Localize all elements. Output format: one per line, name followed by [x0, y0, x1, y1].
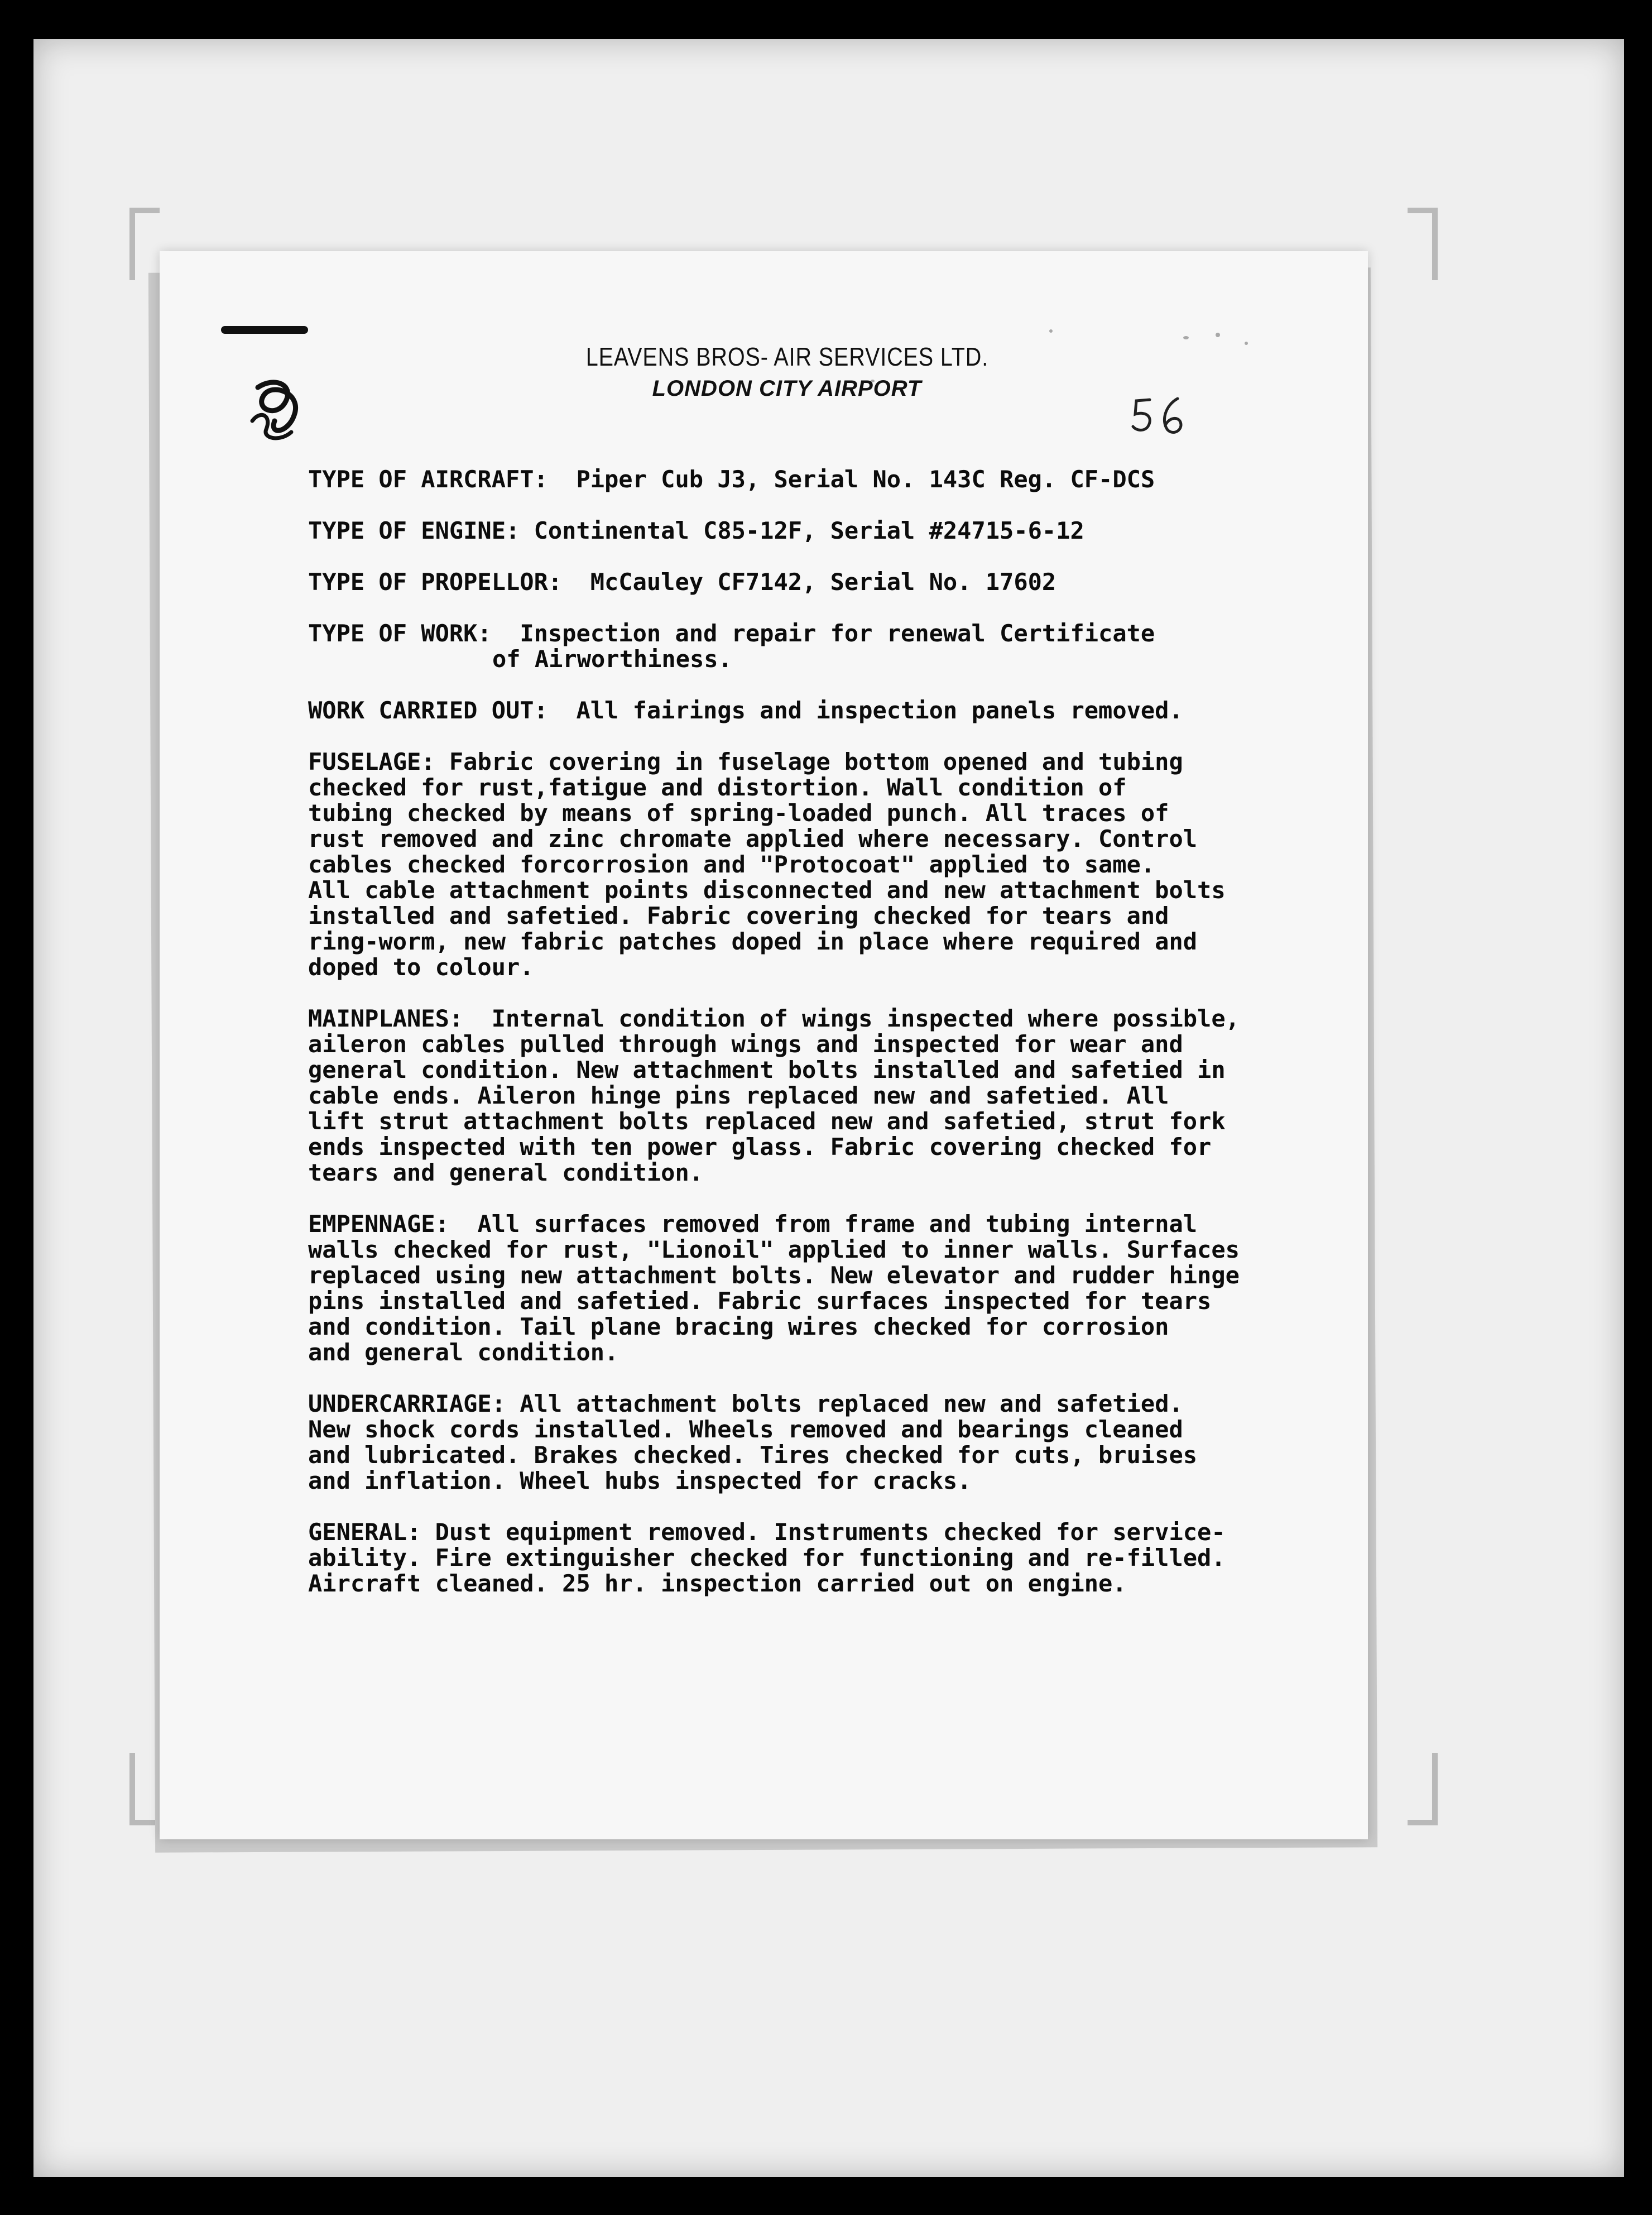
- section-line: cable ends. Aileron hinge pins replaced new and safetied. All: [308, 1082, 1169, 1109]
- company-location: LONDON CITY AIRPORT: [652, 376, 922, 401]
- field-value: Inspection and repair for renewal Certificate: [520, 620, 1155, 647]
- section-line: and inflation. Wheel hubs inspected for cracks.: [308, 1467, 972, 1494]
- field-label: TYPE OF ENGINE:: [308, 517, 520, 544]
- section-line: Internal condition of wings inspected where possible,: [491, 1005, 1240, 1032]
- section-general: [308, 1519, 1346, 1596]
- speck: [1216, 333, 1220, 337]
- crop-mark-top-right: [1408, 208, 1438, 280]
- section-line: lift strut attachment bolts replaced new and safetied, strut fork: [308, 1108, 1226, 1135]
- section-line: installed and safetied. Fabric covering checked for tears and: [308, 902, 1169, 929]
- section-line: general condition. New attachment bolts installed and safetied in: [308, 1056, 1226, 1083]
- section-line: doped to colour.: [308, 953, 534, 981]
- section-label: UNDERCARRIAGE:: [308, 1390, 506, 1417]
- field-label: WORK CARRIED OUT:: [308, 697, 548, 724]
- work-carried-out-field: [308, 698, 1346, 723]
- section-line: and general condition.: [308, 1339, 619, 1366]
- section-line: aileron cables pulled through wings and inspected for wear and: [308, 1030, 1183, 1058]
- ink-dash-mark: [221, 326, 308, 334]
- section-label: GENERAL:: [308, 1518, 421, 1546]
- field-label: TYPE OF AIRCRAFT:: [308, 466, 548, 493]
- section-line: Dust equipment removed. Instruments checked for service-: [435, 1518, 1226, 1546]
- section-undercarriage: [308, 1391, 1346, 1494]
- section-line: All surfaces removed from frame and tubing internal: [477, 1210, 1198, 1238]
- field-value: Continental C85-12F, Serial #24715-6-12: [534, 517, 1084, 544]
- field-value: Piper Cub J3, Serial No. 143C Reg. CF-DCS: [576, 466, 1155, 493]
- section-line: rust removed and zinc chromate applied where necessary. Control: [308, 825, 1198, 852]
- section-line: ring-worm, new fabric patches doped in place where required and: [308, 928, 1198, 955]
- section-line: ability. Fire extinguisher checked for functioning and re-filled.: [308, 1544, 1226, 1571]
- letterhead: [0, 342, 1652, 401]
- speck: [1183, 336, 1189, 339]
- section-line: All cable attachment points disconnected and new attachment bolts: [308, 876, 1226, 904]
- section-line: tubing checked by means of spring-loaded punch. All traces of: [308, 799, 1169, 827]
- section-line: and lubricated. Brakes checked. Tires checked for cuts, bruises: [308, 1441, 1198, 1469]
- section-line: cables checked forcorrosion and "Protocoat" applied to same.: [308, 851, 1155, 878]
- field-value-continuation: of Airworthiness.: [492, 645, 732, 673]
- section-line: New shock cords installed. Wheels removed and bearings cleaned: [308, 1416, 1183, 1443]
- field-value: McCauley CF7142, Serial No. 17602: [590, 568, 1056, 596]
- section-line: All attachment bolts replaced new and safetied.: [520, 1390, 1183, 1417]
- propellor-type-field: [308, 569, 1346, 595]
- crop-mark-bottom-right: [1408, 1753, 1438, 1825]
- crop-mark-top-left: [129, 208, 160, 280]
- section-line: ends inspected with ten power glass. Fabric covering checked for: [308, 1133, 1212, 1161]
- section-mainplanes: [308, 1006, 1346, 1186]
- field-label: TYPE OF WORK:: [308, 620, 492, 647]
- work-report-body: [308, 467, 1346, 1622]
- section-label: MAINPLANES:: [308, 1005, 464, 1032]
- section-line: replaced using new attachment bolts. New elevator and rudder hinge: [308, 1262, 1240, 1289]
- section-label: FUSELAGE:: [308, 748, 435, 775]
- field-value: All fairings and inspection panels removed.: [576, 697, 1183, 724]
- speck: [1049, 329, 1053, 333]
- section-line: Fabric covering in fuselage bottom opened and tubing: [449, 748, 1183, 775]
- section-line: and condition. Tail plane bracing wires checked for corrosion: [308, 1313, 1169, 1340]
- aircraft-type-field: [308, 467, 1346, 492]
- section-line: tears and general condition.: [308, 1159, 704, 1186]
- engine-type-field: [308, 518, 1346, 544]
- section-line: pins installed and safetied. Fabric surfaces inspected for tears: [308, 1287, 1212, 1315]
- section-empennage: [308, 1211, 1346, 1365]
- field-label: TYPE OF PROPELLOR:: [308, 568, 563, 596]
- section-line: walls checked for rust, "Lionoil" applied to inner walls. Surfaces: [308, 1236, 1240, 1263]
- company-name: LEAVENS BROS- AIR SERVICES LTD.: [585, 342, 988, 371]
- section-label: EMPENNAGE:: [308, 1210, 449, 1238]
- section-fuselage: [308, 749, 1346, 980]
- work-type-field: [308, 621, 1346, 672]
- section-line: checked for rust,fatigue and distortion. Wall condition of: [308, 774, 1127, 801]
- section-line: Aircraft cleaned. 25 hr. inspection carried out on engine.: [308, 1570, 1127, 1597]
